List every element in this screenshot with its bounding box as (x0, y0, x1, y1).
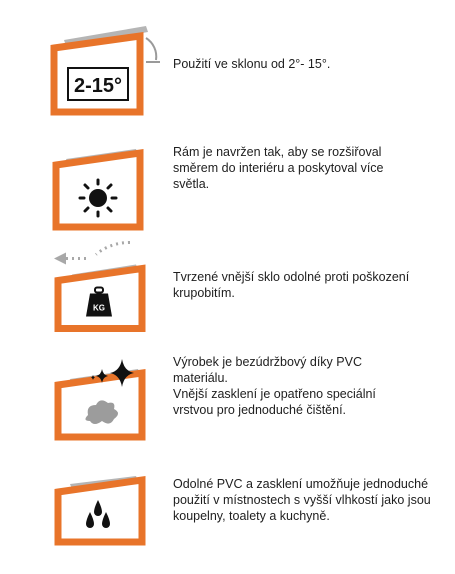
feature-row-clean (0, 352, 455, 442)
feature-text-humidity: Odolné PVC a zasklení umožňuje jednoduché použití v místnostech s vyšší vlhkostí jako jsou koupelny, toalety a kuchyně. (173, 477, 431, 523)
feature-row-light (0, 138, 455, 228)
feature-text-clean: Výrobek je bezúdržbový díky PVC materiálu. Vnější zasklení je opatřeno speciální vrstvou pro jednoduché čištění. (173, 355, 376, 417)
kg-weight-hail-icon (50, 238, 170, 338)
slope-badge: 2-15° (73, 75, 123, 97)
kg-label: KG (93, 303, 105, 313)
feature-row-humidity (0, 462, 455, 542)
sparkle-clean-icon (50, 352, 170, 452)
feature-text-hail: Tvrzené vnější sklo odolné proti poškození krupobitím. (173, 270, 410, 300)
feature-text-slope: Použití ve sklonu od 2°- 15°. (173, 57, 331, 71)
sun-light-icon (50, 138, 170, 238)
feature-row-hail (0, 238, 455, 333)
feature-row-slope (0, 22, 455, 122)
water-drops-icon (50, 462, 170, 562)
roof-window-slope-icon (50, 22, 170, 122)
feature-text-light: Rám je navržen tak, aby se rozšiřoval směrem do interiéru a poskytoval více světla. (173, 145, 384, 191)
